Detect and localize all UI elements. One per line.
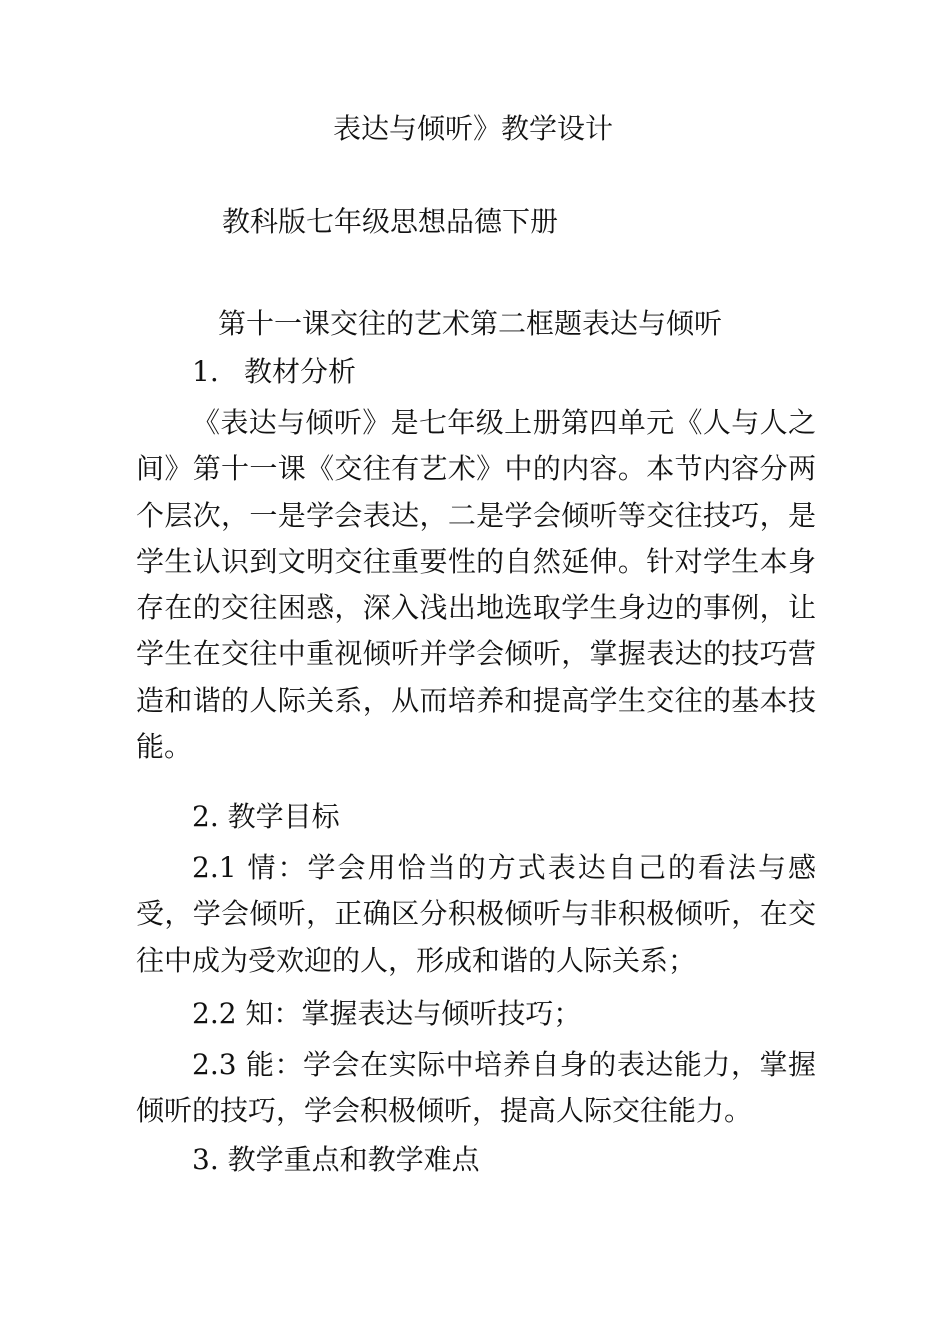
textbook-analysis-paragraph: 《表达与倾听》是七年级上册第四单元《人与人之间》第十一课《交往有艺术》中的内容。本节内容分两个层次，一是学会表达，二是学会倾听等交往技巧，是学生认识到文明交往重要性的自然延伸。针对学生本身存在的交往困惑，深入浅出地选取学生身边的事例，让学生在交往中重视倾听并学会倾听，掌握表达的技巧营造和谐的人际关系，从而培养和提高学生交往的基本技能。: [136, 406, 816, 764]
document-subtitle: 教科版七年级思想品德下册: [222, 205, 559, 238]
section-heading-3: 3. 教学重点和教学难点: [192, 1143, 480, 1176]
document-title: 表达与倾听》教学设计: [333, 112, 614, 145]
section-heading-text: 教材分析: [244, 355, 357, 388]
lesson-title: 第十一课交往的艺术第二框题表达与倾听: [218, 307, 723, 340]
section-heading-2: 2. 教学目标: [192, 800, 340, 833]
section-number: 1.: [192, 355, 219, 388]
section-heading-1: [192, 355, 357, 388]
objective-emotion-paragraph: 2.1 情：学会用恰当的方式表达自己的看法与感受，学会倾听，正确区分积极倾听与非积极倾听，在交往中成为受欢迎的人，形成和谐的人际关系；: [136, 851, 816, 977]
objective-knowledge-line: 2.2 知：掌握表达与倾听技巧；: [192, 997, 582, 1030]
objective-ability-paragraph: 2.3 能：学会在实际中培养自身的表达能力，掌握倾听的技巧，学会积极倾听，提高人际交往能力。: [136, 1048, 816, 1128]
